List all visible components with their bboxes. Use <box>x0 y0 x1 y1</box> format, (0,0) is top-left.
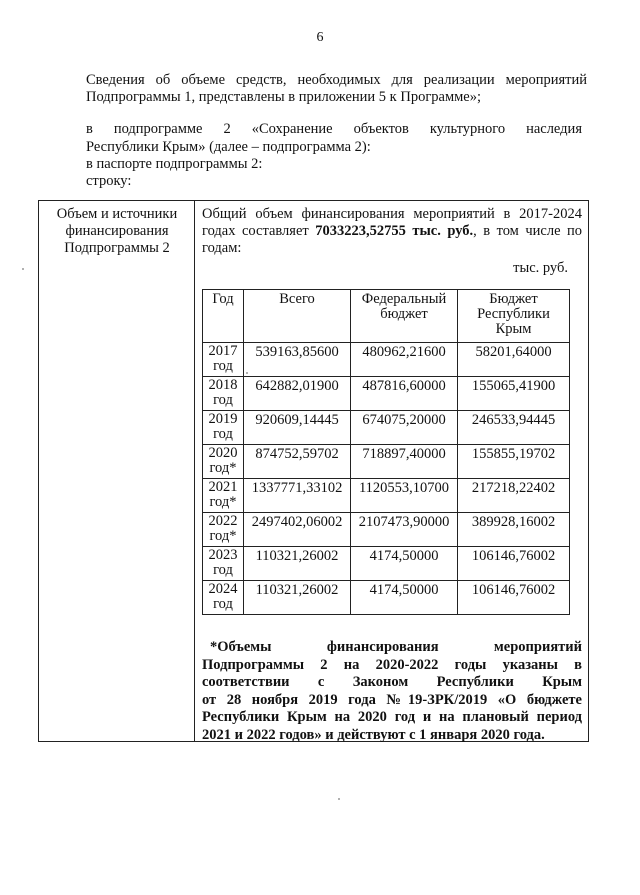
federal-cell: 2107473,90000 <box>351 513 458 547</box>
subprogram-line-2: Республики Крым» (далее – подпрограмма 2): <box>86 139 371 155</box>
total-cell: 110321,26002 <box>244 581 351 615</box>
finance-table <box>202 289 570 615</box>
regional-cell: 58201,64000 <box>458 343 570 377</box>
table-row <box>203 547 570 581</box>
footnote-line-4: от 28 ноября 2019 года №19-ЗРК/2019 «О бюджете <box>202 691 582 708</box>
table-row <box>203 513 570 547</box>
intro-line-1: Сведения об объеме средств, необходимых для реализации мероприятий <box>86 72 587 88</box>
year-cell: 2022 год* <box>203 513 244 547</box>
footnote-line-6: 2021 и 2022 годов» и действуют с 1 января 2020 года. <box>202 726 545 743</box>
row-title-line-1: Объем и источники <box>56 206 178 222</box>
year-cell: 2020 год* <box>203 445 244 479</box>
subprogram-paragraph <box>86 121 582 138</box>
subprogram-paragraph-cont <box>86 139 586 190</box>
total-cell: 874752,59702 <box>244 445 351 479</box>
footnote-line-2: Подпрограммы 2 на 2020-2022 годы указаны в <box>202 656 582 673</box>
footnote-line-1: *Объемы финансирования мероприятий <box>210 639 582 655</box>
total-cell: 110321,26002 <box>244 547 351 581</box>
total-cell: 642882,01900 <box>244 377 351 411</box>
total-financing-text <box>202 206 582 257</box>
federal-cell: 674075,20000 <box>351 411 458 445</box>
federal-cell: 718897,40000 <box>351 445 458 479</box>
year-cell: 2018 год <box>203 377 244 411</box>
scan-speck <box>22 268 24 270</box>
header-federal: Федеральный бюджет <box>351 290 458 343</box>
total-text-after: , в том числе по годам: <box>202 223 582 256</box>
row-title-cell <box>43 206 191 257</box>
table-row <box>203 377 570 411</box>
total-cell: 1337771,33102 <box>244 479 351 513</box>
table-row <box>203 411 570 445</box>
total-text-before: Общий объем финансирования мероприятий в 2017-2024 годах составляет <box>202 206 582 239</box>
year-cell: 2017 год <box>203 343 244 377</box>
intro-paragraph <box>86 72 587 89</box>
regional-cell: 155065,41900 <box>458 377 570 411</box>
table-row <box>203 479 570 513</box>
total-amount: 7033223,52755 тыс. руб. <box>315 223 474 239</box>
total-cell: 920609,14445 <box>244 411 351 445</box>
regional-cell: 246533,94445 <box>458 411 570 445</box>
table-row <box>203 581 570 615</box>
regional-cell: 155855,19702 <box>458 445 570 479</box>
subprogram-line-1: в подпрограмме 2 «Сохранение объектов культурного наследия <box>86 121 582 137</box>
year-cell: 2024 год <box>203 581 244 615</box>
header-regional: Бюджет Республики Крым <box>458 290 570 343</box>
federal-cell: 4174,50000 <box>351 547 458 581</box>
row-title-line-2: финансирования <box>65 223 169 239</box>
page-number: 6 <box>316 30 324 45</box>
table-divider <box>194 201 195 741</box>
header-total: Всего <box>244 290 351 343</box>
regional-cell: 389928,16002 <box>458 513 570 547</box>
year-cell: 2019 год <box>203 411 244 445</box>
total-cell: 2497402,06002 <box>244 513 351 547</box>
header-year: Год <box>203 290 244 343</box>
subprogram-line-4: строку: <box>86 173 132 189</box>
table-row <box>203 343 570 377</box>
intro-line-2: Подпрограммы 1, представлены в приложении 5 к Программе»; <box>86 89 482 105</box>
row-title-line-3: Подпрограммы 2 <box>64 240 170 256</box>
unit-label: тыс. руб. <box>513 260 568 276</box>
table-row <box>203 445 570 479</box>
footnote-line-3: соответствии с Законом Республики Крым <box>202 674 582 690</box>
regional-cell: 106146,76002 <box>458 581 570 615</box>
federal-cell: 1120553,10700 <box>351 479 458 513</box>
federal-cell: 4174,50000 <box>351 581 458 615</box>
federal-cell: 487816,60000 <box>351 377 458 411</box>
scan-speck <box>338 798 340 800</box>
federal-cell: 480962,21600 <box>351 343 458 377</box>
regional-cell: 106146,76002 <box>458 547 570 581</box>
footnote-line-5: Республики Крым на 2020 год и на плановый период <box>202 709 582 725</box>
finance-table-header <box>203 290 570 343</box>
subprogram-line-3: в паспорте подпрограммы 2: <box>86 156 263 172</box>
intro-paragraph-cont <box>86 89 587 106</box>
passport-table <box>38 200 589 742</box>
scan-speck <box>246 372 248 374</box>
year-cell: 2023 год <box>203 547 244 581</box>
footnote <box>202 639 582 744</box>
total-cell: 539163,85600 <box>244 343 351 377</box>
year-cell: 2021 год* <box>203 479 244 513</box>
regional-cell: 217218,22402 <box>458 479 570 513</box>
